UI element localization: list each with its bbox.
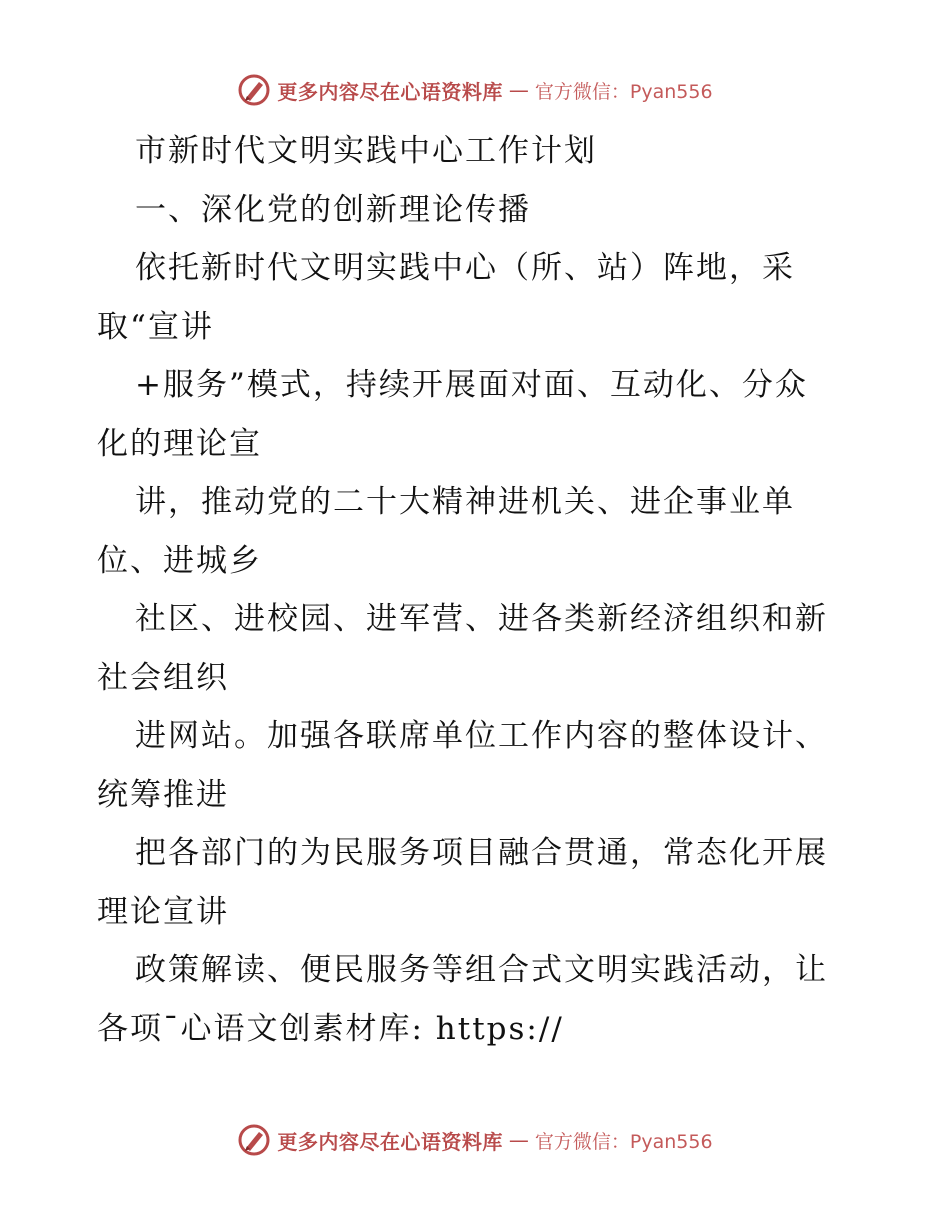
paragraph-line: 把各部门的为民服务项目融合贯通，常态化开展: [135, 835, 828, 871]
banner-separator: —: [508, 78, 529, 102]
banner-text: 更多内容尽在心语资料库: [277, 79, 503, 104]
document-body: [97, 122, 877, 1058]
banner-contact: 官方微信：Pyan556: [534, 80, 713, 103]
document-title: 市新时代文明实践中心工作计划: [135, 133, 597, 169]
paragraph-line: 各项¯心语文创素材库: https://: [97, 1010, 564, 1047]
banner-text: 更多内容尽在心语资料库: [277, 1129, 503, 1154]
paragraph-line: 理论宣讲: [97, 893, 229, 930]
banner-separator: —: [508, 1128, 529, 1152]
header-banner: [0, 70, 950, 110]
paragraph-line: +服务”模式，持续开展面对面、互动化、分众: [135, 367, 808, 403]
paragraph-line: 进网站。加强各联席单位工作内容的整体设计、: [135, 718, 828, 754]
paragraph-line: 统筹推进: [97, 776, 229, 813]
section-heading: 一、深化党的创新理论传播: [135, 191, 531, 228]
banner-contact: 官方微信：Pyan556: [534, 1130, 713, 1153]
paragraph-line: 政策解读、便民服务等组合式文明实践活动，让: [135, 952, 828, 988]
pen-logo-icon: [237, 1123, 271, 1157]
paragraph-line: 社区、进校园、进军营、进各类新经济组织和新: [135, 601, 828, 637]
paragraph-line: 社会组织: [97, 659, 229, 696]
paragraph-line: 讲，推动党的二十大精神进机关、进企事业单: [135, 484, 795, 520]
paragraph-line: 取“宣讲: [97, 308, 214, 345]
paragraph-line: 依托新时代文明实践中心（所、站）阵地，采: [135, 250, 795, 286]
footer-banner: [0, 1120, 950, 1160]
pen-logo-icon: [237, 73, 271, 107]
paragraph-line: 位、进城乡: [97, 542, 262, 579]
paragraph-line: 化的理论宣: [97, 425, 262, 462]
